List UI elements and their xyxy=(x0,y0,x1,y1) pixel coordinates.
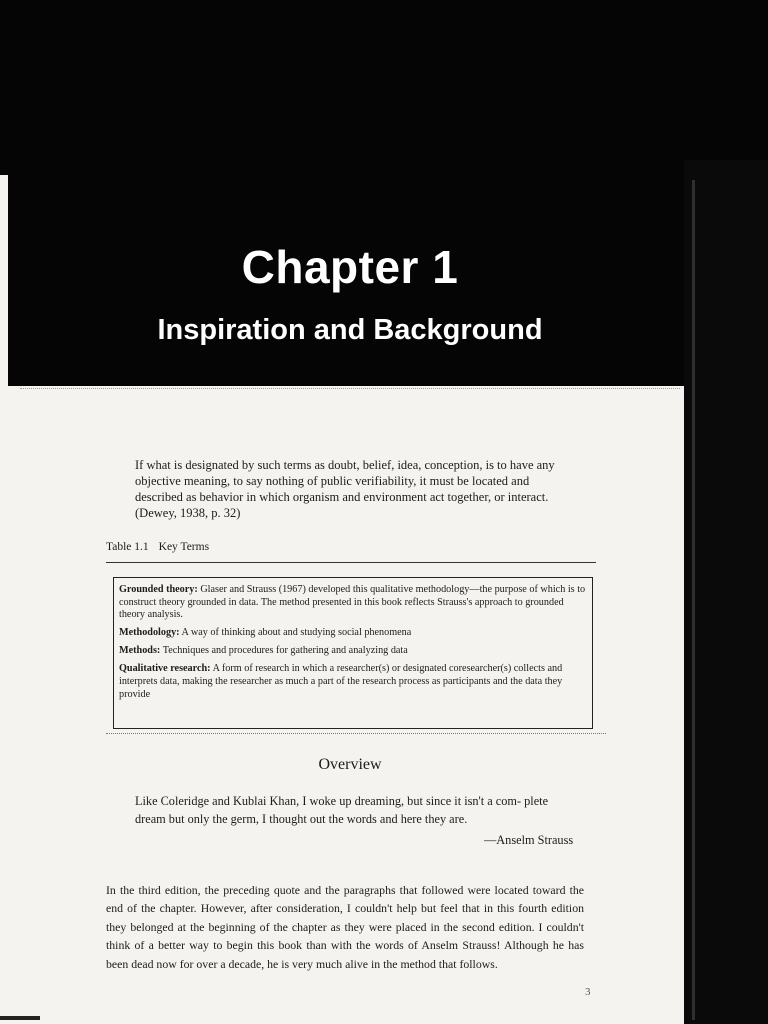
table-term: Grounded theory: xyxy=(119,584,198,595)
scan-right-edge xyxy=(684,160,768,1024)
table-term: Qualitative research: xyxy=(119,663,211,675)
chapter-title: Chapter 1 xyxy=(241,241,459,293)
table-term: Methods: xyxy=(119,645,161,657)
scan-artifact xyxy=(0,1016,40,1020)
banner-divider xyxy=(20,388,680,389)
body-paragraph: In the third edition, the preceding quote and the paragraphs that followed were located toward the end of the chapter. However, after consideration, I couldn't help but feel that in this fourth edition they belonged at the beginning of the chapter as they were placed in the second edition. I couldn't think of a better way to begin this book than with the words of Anselm Strauss! Although he has been dead now for over a decade, he is very much alive in the method that follows. xyxy=(106,883,584,971)
overview-quote: Like Coleridge and Kublai Khan, I woke up dreaming, but since it isn't a com- plete dream but only the germ, I thought out the words and here they are. xyxy=(135,794,549,826)
table-definition: Techniques and procedures for gathering and analyzing data xyxy=(162,645,408,657)
table-row xyxy=(119,645,592,658)
table-row xyxy=(119,663,592,701)
chapter-banner xyxy=(0,160,684,386)
table-number: Table 1.1 xyxy=(106,541,149,553)
table-bottom-rule xyxy=(106,733,606,734)
section-heading-overview: Overview xyxy=(318,756,382,773)
scan-dark-margin xyxy=(0,0,768,160)
table-top-rule xyxy=(106,562,596,563)
table-row xyxy=(119,584,592,622)
table-term: Methodology: xyxy=(119,627,180,639)
table-caption xyxy=(106,541,209,553)
page-number: 3 xyxy=(585,986,591,998)
table-definition: A form of research in which a researcher(s) or designated coresearcher(s) collects and interprets data, making the researcher as much a part of the research process as participants and the data they provide xyxy=(119,663,563,700)
chapter-subtitle: Inspiration and Background xyxy=(157,314,543,346)
epigraph: If what is designated by such terms as doubt, belief, idea, conception, is to have any objective meaning, to say nothing of public verifiability, it must be located and described as behavior in which organism and environment act together, or interact. (Dewey, 1938, p. 32) xyxy=(135,458,555,520)
table-definition: Glaser and Strauss (1967) developed this qualitative methodology—the purpose of which is to construct theory grounded in data. The method presented in this book reflects Strauss's approach to grounded theory analysis. xyxy=(119,584,586,621)
table-row xyxy=(119,627,592,640)
scan-left-edge xyxy=(0,175,8,390)
table-definition: A way of thinking about and studying social phenomena xyxy=(181,627,412,639)
key-terms-table xyxy=(113,577,593,729)
table-title: Key Terms xyxy=(158,541,210,553)
quote-attribution: —Anselm Strauss xyxy=(484,833,574,847)
